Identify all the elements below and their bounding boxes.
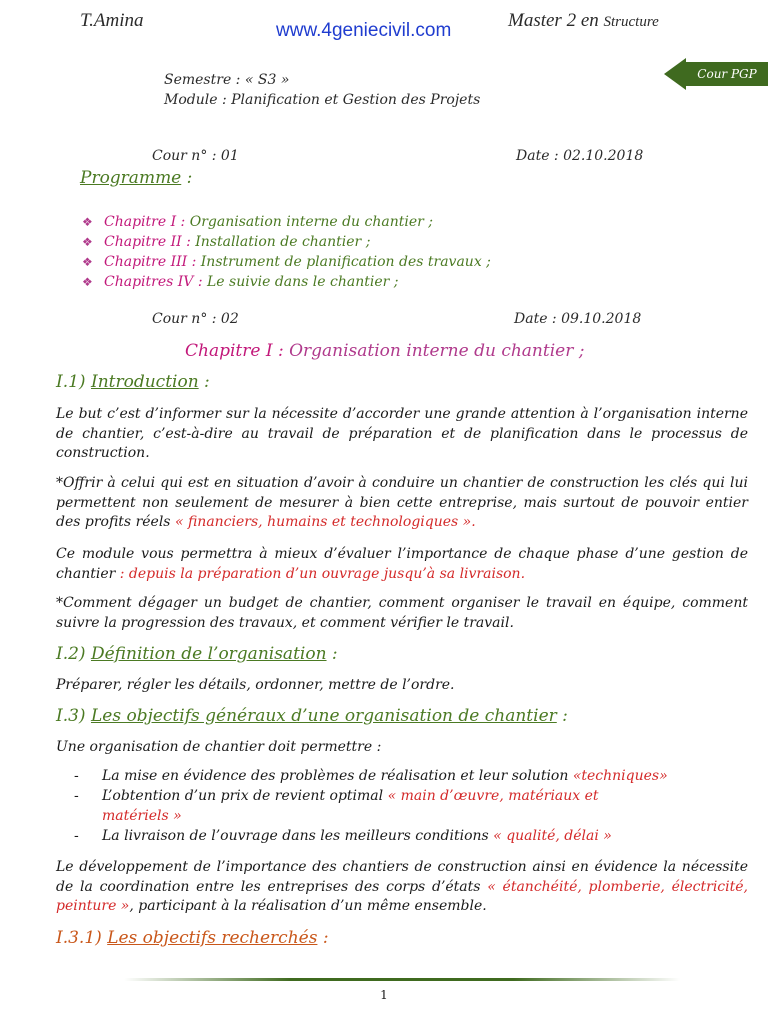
module-value: Planification et Gestion des Projets (231, 92, 481, 108)
module-label: Module : (164, 92, 227, 108)
level-text: Master 2 en (508, 10, 599, 31)
programme-heading: Programme : (80, 168, 193, 188)
module-line (164, 92, 480, 108)
cours2-number: Cour n° : 02 (152, 311, 239, 327)
objectifs-intro: Une organisation de chantier doit permettre : (56, 739, 382, 755)
diamond-bullet-icon: ❖ (82, 275, 93, 289)
diamond-bullet-icon: ❖ (82, 235, 93, 249)
intro-paragraph-2: *Offrir à celui qui est en situation d’avoir à conduire un chantier de construction les clés qui lui permettent non seulement de mesurer à bien cette entreprise, mais surtout de pouvoir entier des profits réels « financiers, humains et technologiques ». (56, 475, 748, 530)
intro-paragraph-4: *Comment dégager un budget de chantier, comment organiser le travail en équipe, comment suivre la progression des travaux, et comment vérifier le travail. (56, 595, 748, 631)
intro-paragraph-1: Le but c’est d’informer sur la nécessite d’accorder une grande attention à l’organisation interne de chantier, c’est-à-dire au travail de préparation et de planification dans le processus de construction. (56, 406, 748, 461)
definition-text: Préparer, régler les détails, ordonner, mettre de l’ordre. (56, 677, 455, 693)
programme-item: ❖ Chapitres IV : Le suivie dans le chantier ; (82, 274, 399, 290)
programme-title: Programme (80, 168, 182, 188)
diamond-bullet-icon: ❖ (82, 215, 93, 229)
website-link[interactable]: www.4geniecivil.com (276, 20, 452, 41)
section-objectifs-heading: I.3) Les objectifs généraux d’une organisation de chantier : (56, 706, 568, 726)
course-badge (664, 58, 768, 90)
author-name: T.Amina (80, 10, 144, 31)
semestre-label: Semestre : (164, 72, 241, 88)
semestre-line (164, 72, 289, 88)
section-objectifs-recherches-heading: I.3.1) Les objectifs recherchés : (56, 928, 329, 948)
footer-divider (124, 978, 680, 981)
badge-label: Cour PGP (697, 67, 757, 81)
semestre-value: « S3 » (244, 72, 290, 88)
section-definition-heading: I.2) Définition de l’organisation : (56, 644, 338, 664)
programme-item: ❖ Chapitre II : Installation de chantier ; (82, 234, 371, 250)
diamond-bullet-icon: ❖ (82, 255, 93, 269)
programme-list (82, 212, 491, 292)
intro-paragraph-3: Ce module vous permettra à mieux d’évaluer l’importance de chaque phase d’une gestion de chantier : depuis la préparation d’un ouvrage jusqu’à sa livraison. (56, 546, 748, 582)
coordination-paragraph: Le développement de l’importance des chantiers de construction ainsi en évidence la nécessite de la coordination entre les entreprises des corps d’états « étanchéité, plomberie, électricité, peinture », participant à la réalisation d’un même ensemble. (56, 859, 748, 914)
chapter-heading: Chapitre I : Organisation interne du chantier ; (185, 341, 585, 361)
badge-arrow-icon (664, 58, 686, 90)
cours1-date: Date : 02.10.2018 (516, 148, 644, 164)
programme-item: ❖ Chapitre III : Instrument de planification des travaux ; (82, 254, 491, 270)
page-number: 1 (380, 988, 388, 1002)
course-level (508, 10, 659, 32)
section-introduction-heading: I.1) Introduction : (56, 372, 210, 392)
cours2-date: Date : 09.10.2018 (514, 311, 642, 327)
cours1-number: Cour n° : 01 (152, 148, 239, 164)
programme-item: ❖ Chapitre I : Organisation interne du chantier ; (82, 214, 433, 230)
speciality-text: Structure (603, 14, 659, 30)
